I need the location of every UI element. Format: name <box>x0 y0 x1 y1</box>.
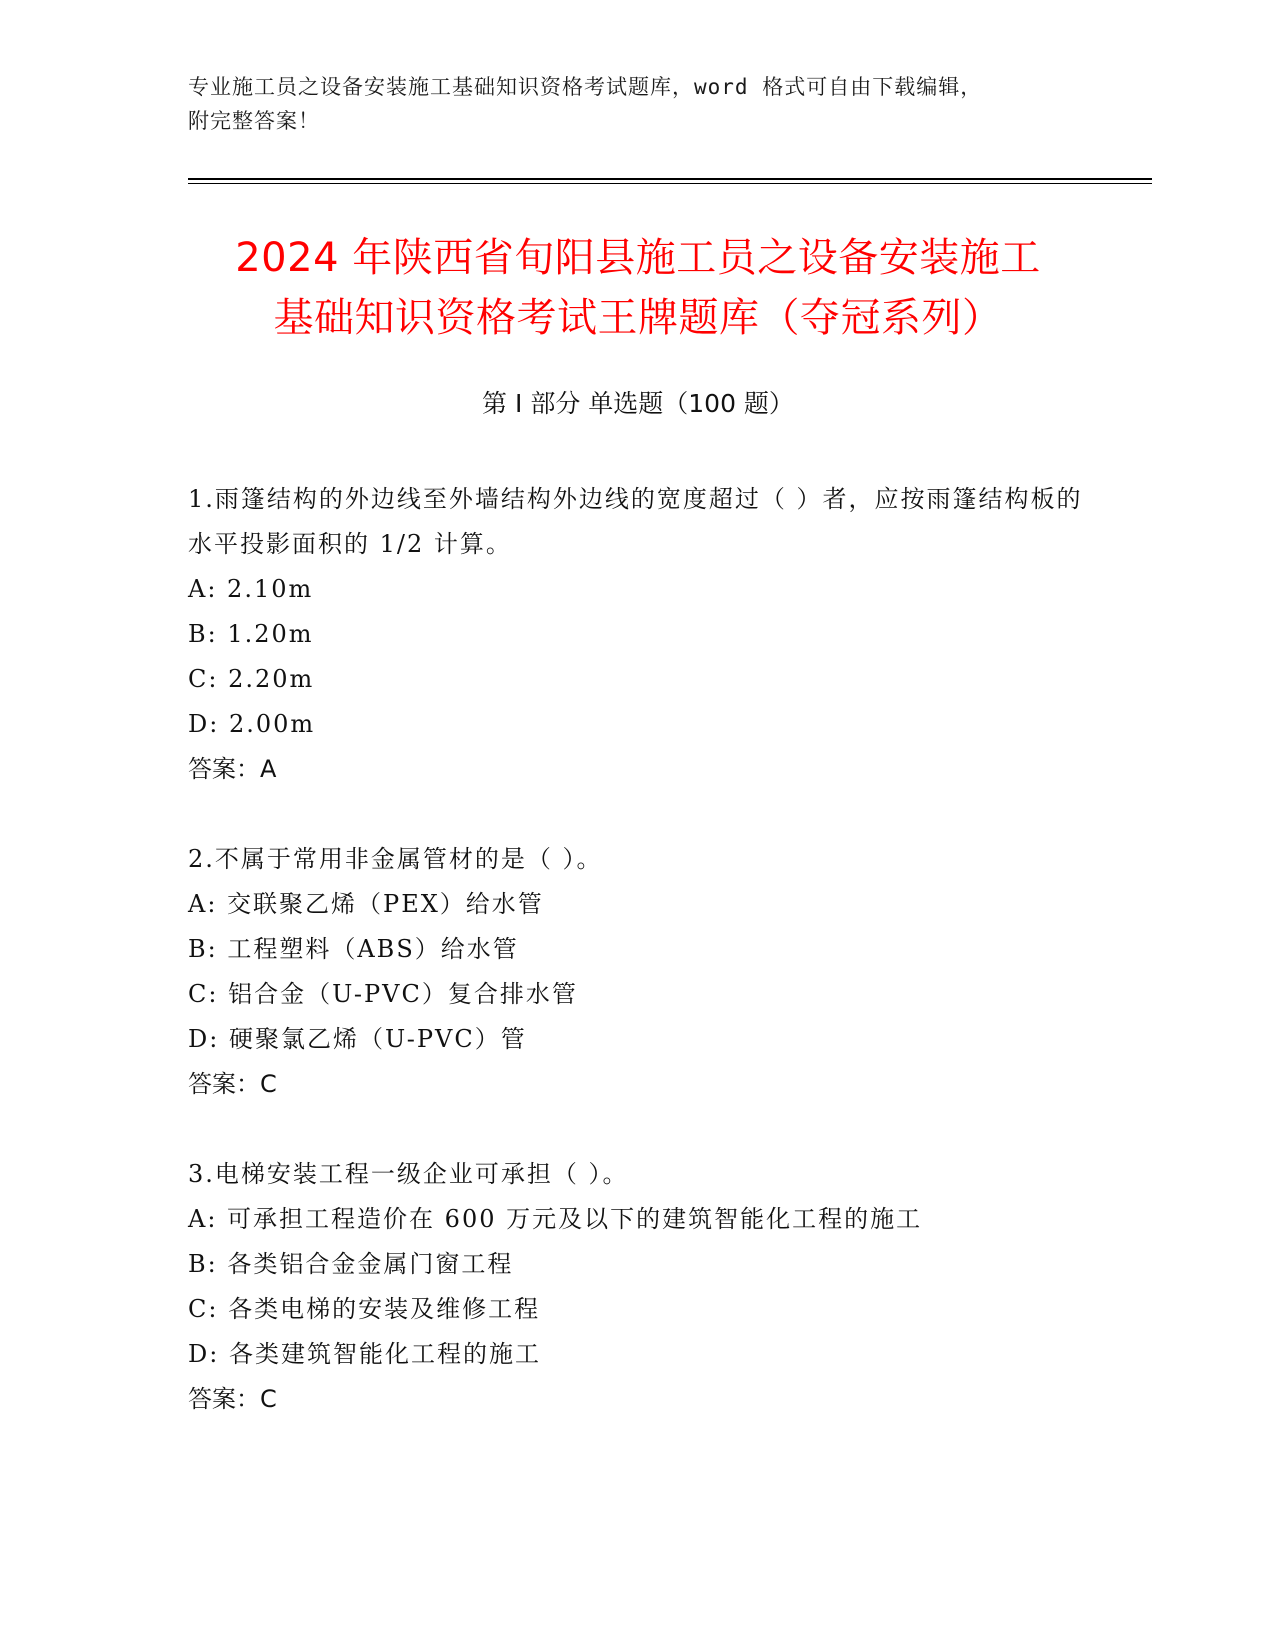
section-heading: 第 I 部分 单选题（100 题） <box>482 389 794 418</box>
document-title <box>188 228 1088 348</box>
header-note-line2: 附完整答案！ <box>188 109 320 133</box>
question-1 <box>188 477 1088 792</box>
document-title-line1: 2024 年陕西省旬阳县施工员之设备安装施工 <box>235 235 1041 281</box>
option-b: B: 1.20m <box>188 620 314 648</box>
header-note-line1: 专业施工员之设备安装施工基础知识资格考试题库，word 格式可自由下载编辑， <box>188 75 983 99</box>
option-c: C: 2.20m <box>188 665 315 693</box>
question-stem: 3.电梯安装工程一级企业可承担（ ）。 <box>188 1160 629 1188</box>
header-divider-thin <box>188 183 1152 184</box>
option-d: D: 各类建筑智能化工程的施工 <box>188 1340 541 1368</box>
option-a: A: 2.10m <box>188 575 314 603</box>
option-a: A: 交联聚乙烯（PEX）给水管 <box>188 890 544 918</box>
document-title-line2: 基础知识资格考试王牌题库（夺冠系列） <box>273 295 1003 341</box>
header-note <box>188 70 1088 138</box>
question-stem: 2.不属于常用非金属管材的是（ ）。 <box>188 845 603 873</box>
option-b: B: 各类铝合金金属门窗工程 <box>188 1250 514 1278</box>
question-list <box>188 477 1088 1467</box>
answer: 答案：A <box>188 755 277 783</box>
answer: 答案：C <box>188 1385 277 1413</box>
option-c: C: 各类电梯的安装及维修工程 <box>188 1295 541 1323</box>
option-a: A: 可承担工程造价在 600 万元及以下的建筑智能化工程的施工 <box>188 1205 923 1233</box>
answer: 答案：C <box>188 1070 277 1098</box>
question-stem: 1.雨篷结构的外边线至外墙结构外边线的宽度超过（ ）者，应按雨篷结构板的水平投影面积的 1/2 计算。 <box>188 485 1083 558</box>
header-divider-thick <box>188 178 1152 180</box>
option-d: D: 2.00m <box>188 710 316 738</box>
question-3 <box>188 1152 1088 1422</box>
option-d: D: 硬聚氯乙烯（U-PVC）管 <box>188 1025 527 1053</box>
option-c: C: 铝合金（U-PVC）复合排水管 <box>188 980 578 1008</box>
question-2 <box>188 837 1088 1107</box>
option-b: B: 工程塑料（ABS）给水管 <box>188 935 519 963</box>
